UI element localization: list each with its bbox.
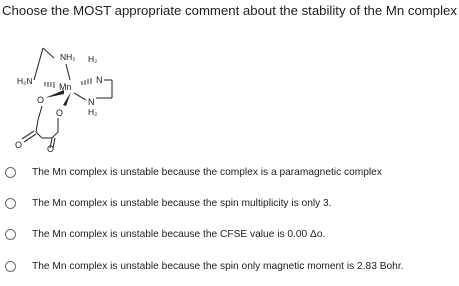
mn-label: Mn — [59, 82, 72, 92]
mn-complex-structure — [14, 36, 134, 152]
o-right-label: O — [56, 108, 64, 118]
radio-button-1[interactable] — [5, 167, 16, 178]
o-left-label: O — [37, 95, 45, 105]
h2-bottom-label: H₂ — [88, 107, 98, 117]
h2-right-label: H₂ — [88, 54, 98, 64]
o-carbonyl-right-label: O — [47, 144, 55, 152]
answer-option-3[interactable] — [5, 226, 325, 242]
structure-drawing — [14, 36, 134, 152]
answer-option-1-label: The Mn complex is unstable because the complex is a paramagnetic complex — [32, 166, 382, 178]
h2n-left-label: H₂N — [17, 76, 33, 86]
radio-button-4[interactable] — [5, 261, 16, 272]
answer-option-4-label: The Mn complex is unstable because the spin only magnetic moment is 2.83 Bohr. — [32, 260, 404, 272]
n-bottom-label: N — [88, 97, 95, 107]
answer-option-2[interactable] — [5, 195, 332, 211]
answer-option-2-label: The Mn complex is unstable because the spin multiplicity is only 3. — [32, 197, 332, 209]
o-carbonyl-left-label: O — [15, 140, 23, 150]
radio-button-3[interactable] — [5, 229, 16, 240]
answer-option-4[interactable] — [5, 258, 403, 274]
n-right-label: N — [96, 75, 103, 85]
radio-button-2[interactable] — [5, 198, 16, 209]
answer-option-3-label: The Mn complex is unstable because the CFSE value is 0.00 Δo. — [32, 228, 326, 240]
answer-option-1[interactable] — [5, 164, 382, 180]
question-text: Choose the MOST appropriate comment about the stability of the Mn complex — [2, 3, 457, 18]
nh2-top-label: NH₂ — [60, 52, 76, 62]
